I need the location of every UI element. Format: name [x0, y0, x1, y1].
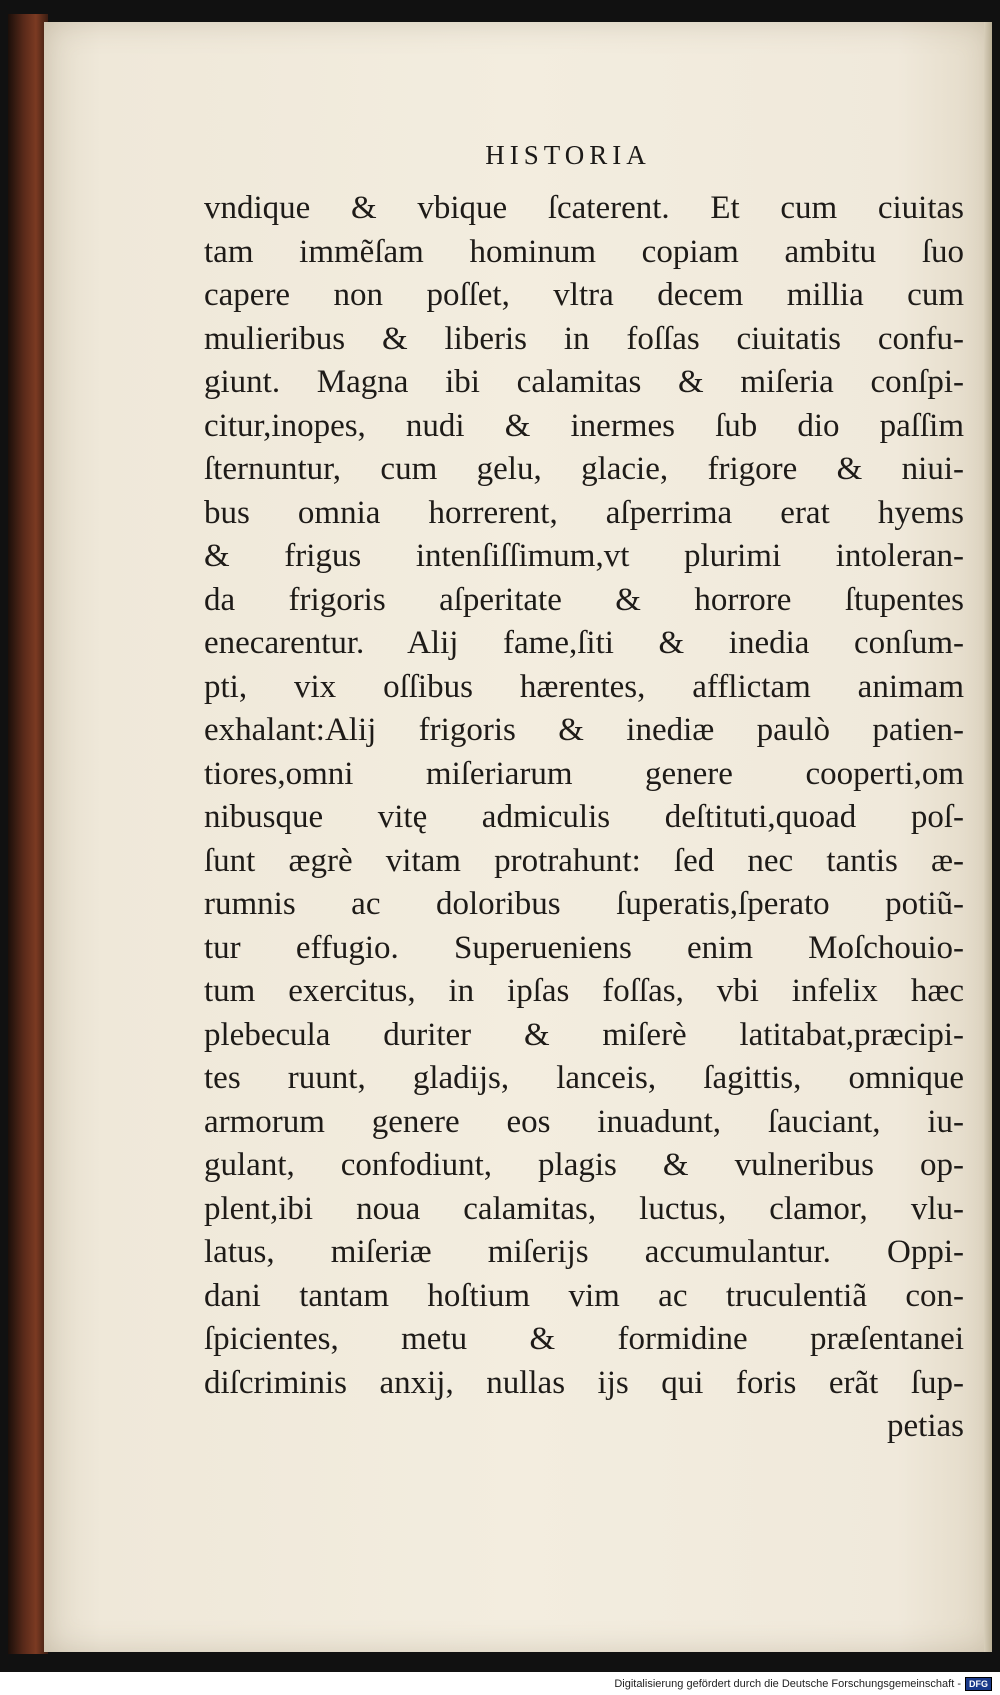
- text-line: tur effugio. Superueniens enim Moſchouio-: [204, 929, 964, 966]
- text-line: tiores,omni miſeriarum genere cooperti,om: [204, 755, 964, 792]
- page-edge: [984, 22, 992, 1652]
- text-line: mulieribus & liberis in foſſas ciuitatis confu-: [204, 320, 964, 357]
- text-line: tum exercitus, in ipſas foſſas, vbi infelix hæc: [204, 973, 964, 1009]
- text-line: ſternuntur, cum gelu, glacie, frigore & niui-: [204, 451, 964, 487]
- text-line: nibusque vitę admiculis deſtituti,quoad poſ-: [204, 799, 964, 835]
- credit-text: Digitalisierung gefördert durch die Deutsche Forschungsgemeinschaft -: [614, 1678, 961, 1690]
- text-line: diſcriminis anxij, nullas ijs qui foris erãt ſup-: [204, 1364, 964, 1401]
- text-line: armorum genere eos inuadunt, ſauciant, iu-: [204, 1103, 964, 1140]
- text-line: giunt. Magna ibi calamitas & miſeria conſpi-: [204, 364, 964, 400]
- running-title: HISTORIA: [485, 140, 651, 170]
- text-line: ſpicientes, metu & formidine præſentanei: [204, 1321, 964, 1357]
- dfg-logo: DFG: [965, 1677, 992, 1691]
- footer-credit: [614, 1677, 992, 1691]
- text-line: rumnis ac doloribus ſuperatis,ſperato potiũ-: [204, 886, 964, 922]
- text-line: latus, miſeriæ miſerijs accumulantur. Oppi-: [204, 1234, 964, 1270]
- text-line: dani tantam hoſtium vim ac truculentiã con-: [204, 1277, 964, 1314]
- text-line: plebecula duriter & miſerè latitabat,præcipi-: [204, 1016, 964, 1053]
- text-line: tam immẽſam hominum copiam ambitu ſuo: [204, 233, 964, 270]
- text-line: exhalant:Alij frigoris & inediæ paulò patien-: [204, 712, 964, 748]
- book-page: [44, 22, 992, 1652]
- text-line: citur,inopes, nudi & inermes ſub dio paſſim: [204, 407, 964, 444]
- text-line: & frigus intenſiſſimum,vt plurimi intoleran-: [204, 538, 964, 574]
- catchword: petias: [887, 1408, 964, 1444]
- text-line: bus omnia horrerent, aſperrima erat hyems: [204, 494, 964, 531]
- text-line: plent,ibi noua calamitas, luctus, clamor, vlu-: [204, 1190, 964, 1227]
- book-binding-edge: [8, 14, 48, 1654]
- text-line: enecarentur. Alij fame,ſiti & inedia conſum-: [204, 625, 964, 661]
- text-line: vndique & vbique ſcaterent. Et cum ciuitas: [204, 190, 964, 226]
- text-line: tes ruunt, gladijs, lanceis, ſagittis, omnique: [204, 1060, 964, 1096]
- text-line: capere non poſſet, vltra decem millia cum: [204, 277, 964, 313]
- text-line: da frigoris aſperitate & horrore ſtupentes: [204, 581, 964, 618]
- text-line: ſunt ægrè vitam protrahunt: ſed nec tantis æ-: [204, 842, 964, 879]
- text-line: gulant, confodiunt, plagis & vulneribus op-: [204, 1147, 964, 1183]
- text-line: pti, vix oſſibus hærentes, afflictam animam: [204, 668, 964, 705]
- body-text: [204, 187, 964, 1449]
